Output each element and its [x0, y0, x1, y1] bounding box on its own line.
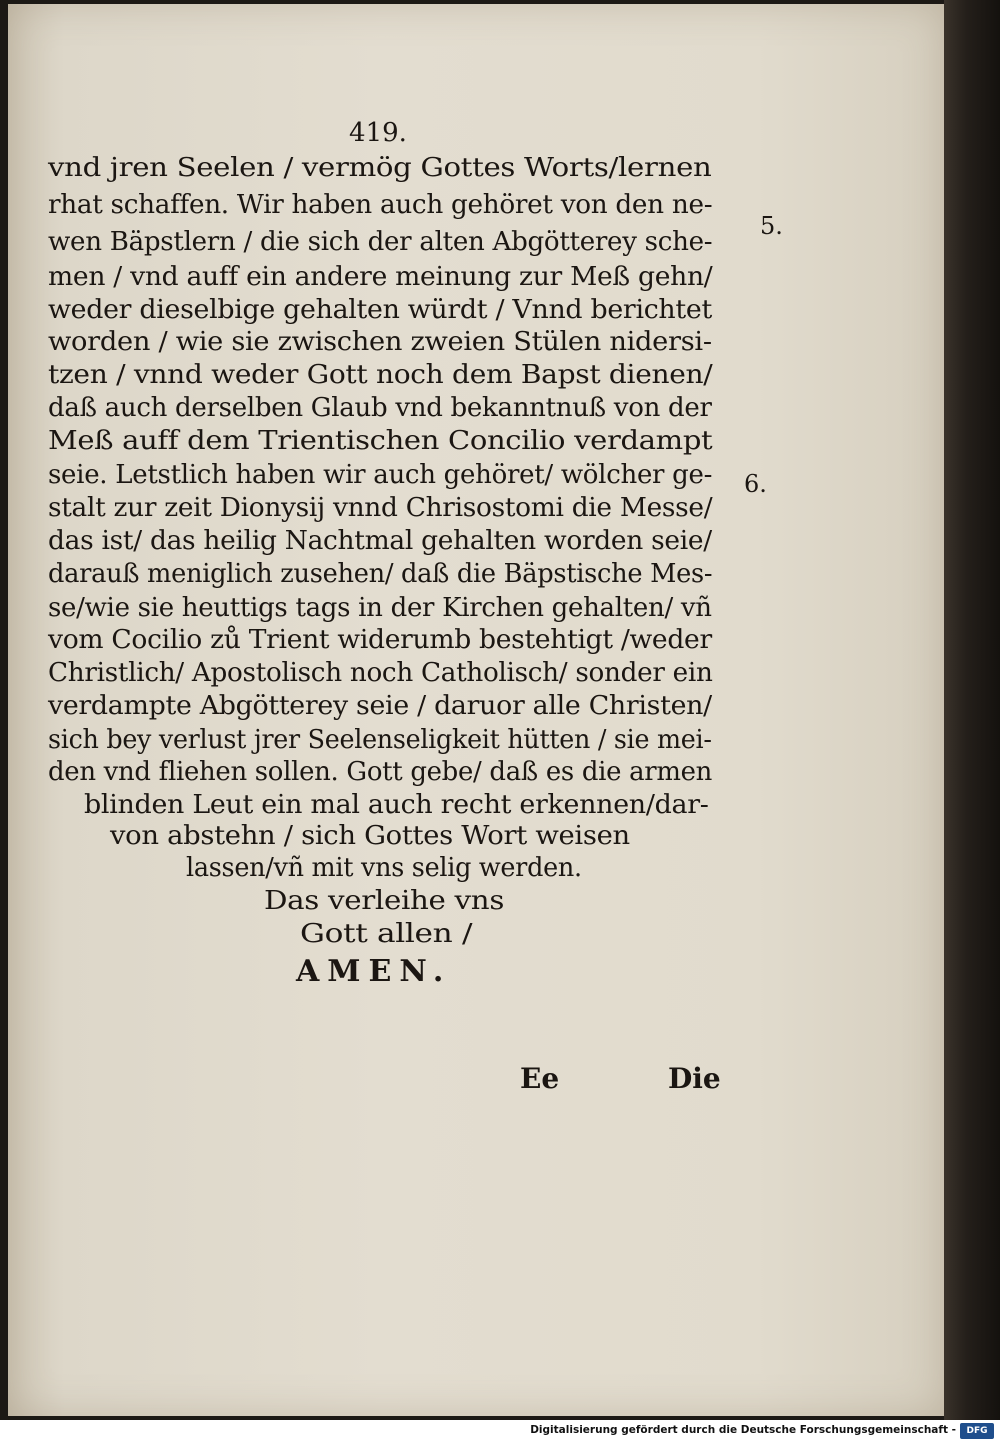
text-line: Meß auff dem Trientischen Concilio verdampt — [48, 425, 713, 456]
dfg-logo: DFG — [960, 1423, 994, 1439]
book-page — [8, 4, 944, 1416]
text-line: den vnd fliehen sollen. Gott gebe/ daß es die armen — [48, 756, 713, 787]
text-line: blinden Leut ein mal auch recht erkennen/dar- — [84, 789, 709, 820]
book-binding-edge — [944, 0, 1000, 1420]
footer-bar — [0, 1420, 1000, 1443]
text-line: men / vnd auff ein andere meinung zur Meß gehn/ — [48, 261, 713, 292]
text-line: stalt zur zeit Dionysij vnnd Chrisostomi die Messe/ — [48, 492, 713, 523]
funding-credit: Digitalisierung gefördert durch die Deutsche Forschungsgemeinschaft - — [530, 1424, 956, 1436]
text-line: seie. Letstlich haben wir auch gehöret/ wölcher ge- — [48, 459, 713, 490]
text-line: darauß meniglich zusehen/ daß die Bäpstische Mes- — [48, 558, 713, 589]
text-line: tzen / vnnd weder Gott noch dem Bapst dienen/ — [48, 359, 713, 390]
text-line: sich bey verlust jrer Seelenseligkeit hütten / sie mei- — [48, 724, 712, 755]
text-line: verdampte Abgötterey seie / daruor alle Christen/ — [48, 690, 712, 721]
text-line: daß auch derselben Glaub vnd bekanntnuß von der — [48, 392, 712, 423]
text-line: Christlich/ Apostolisch noch Catholisch/ sonder ein — [48, 657, 713, 688]
body-text — [8, 4, 944, 1416]
margin-note-6: 6. — [744, 470, 767, 498]
text-line: worden / wie sie zwischen zweien Stülen nidersi- — [48, 326, 712, 357]
signature-mark: Ee — [520, 1062, 560, 1095]
text-line: rhat schaffen. Wir haben auch gehöret von den ne- — [48, 189, 713, 220]
page-number: 419. — [349, 118, 407, 148]
text-line: lassen/vñ mit vns selig werden. — [186, 852, 582, 883]
text-line: se/wie sie heuttigs tags in der Kirchen gehalten/ vñ — [48, 592, 712, 623]
margin-note-5: 5. — [760, 212, 783, 240]
text-line: weder dieselbige gehalten würdt / Vnnd berichtet — [48, 294, 712, 325]
text-line: vnd jren Seelen / vermög Gottes Worts/lernen — [48, 152, 712, 183]
amen-closing: AMEN. — [296, 954, 452, 989]
text-line: von abstehn / sich Gottes Wort weisen — [110, 820, 630, 851]
text-line: Das verleihe vns — [264, 885, 505, 916]
text-line: vom Cocilio zů Trient widerumb bestehtigt /weder — [48, 624, 712, 655]
text-line: Gott allen / — [300, 918, 473, 949]
catchword: Die — [668, 1062, 721, 1095]
text-line: das ist/ das heilig Nachtmal gehalten worden seie/ — [48, 525, 712, 556]
text-line: wen Bäpstlern / die sich der alten Abgötterey sche- — [48, 226, 713, 257]
